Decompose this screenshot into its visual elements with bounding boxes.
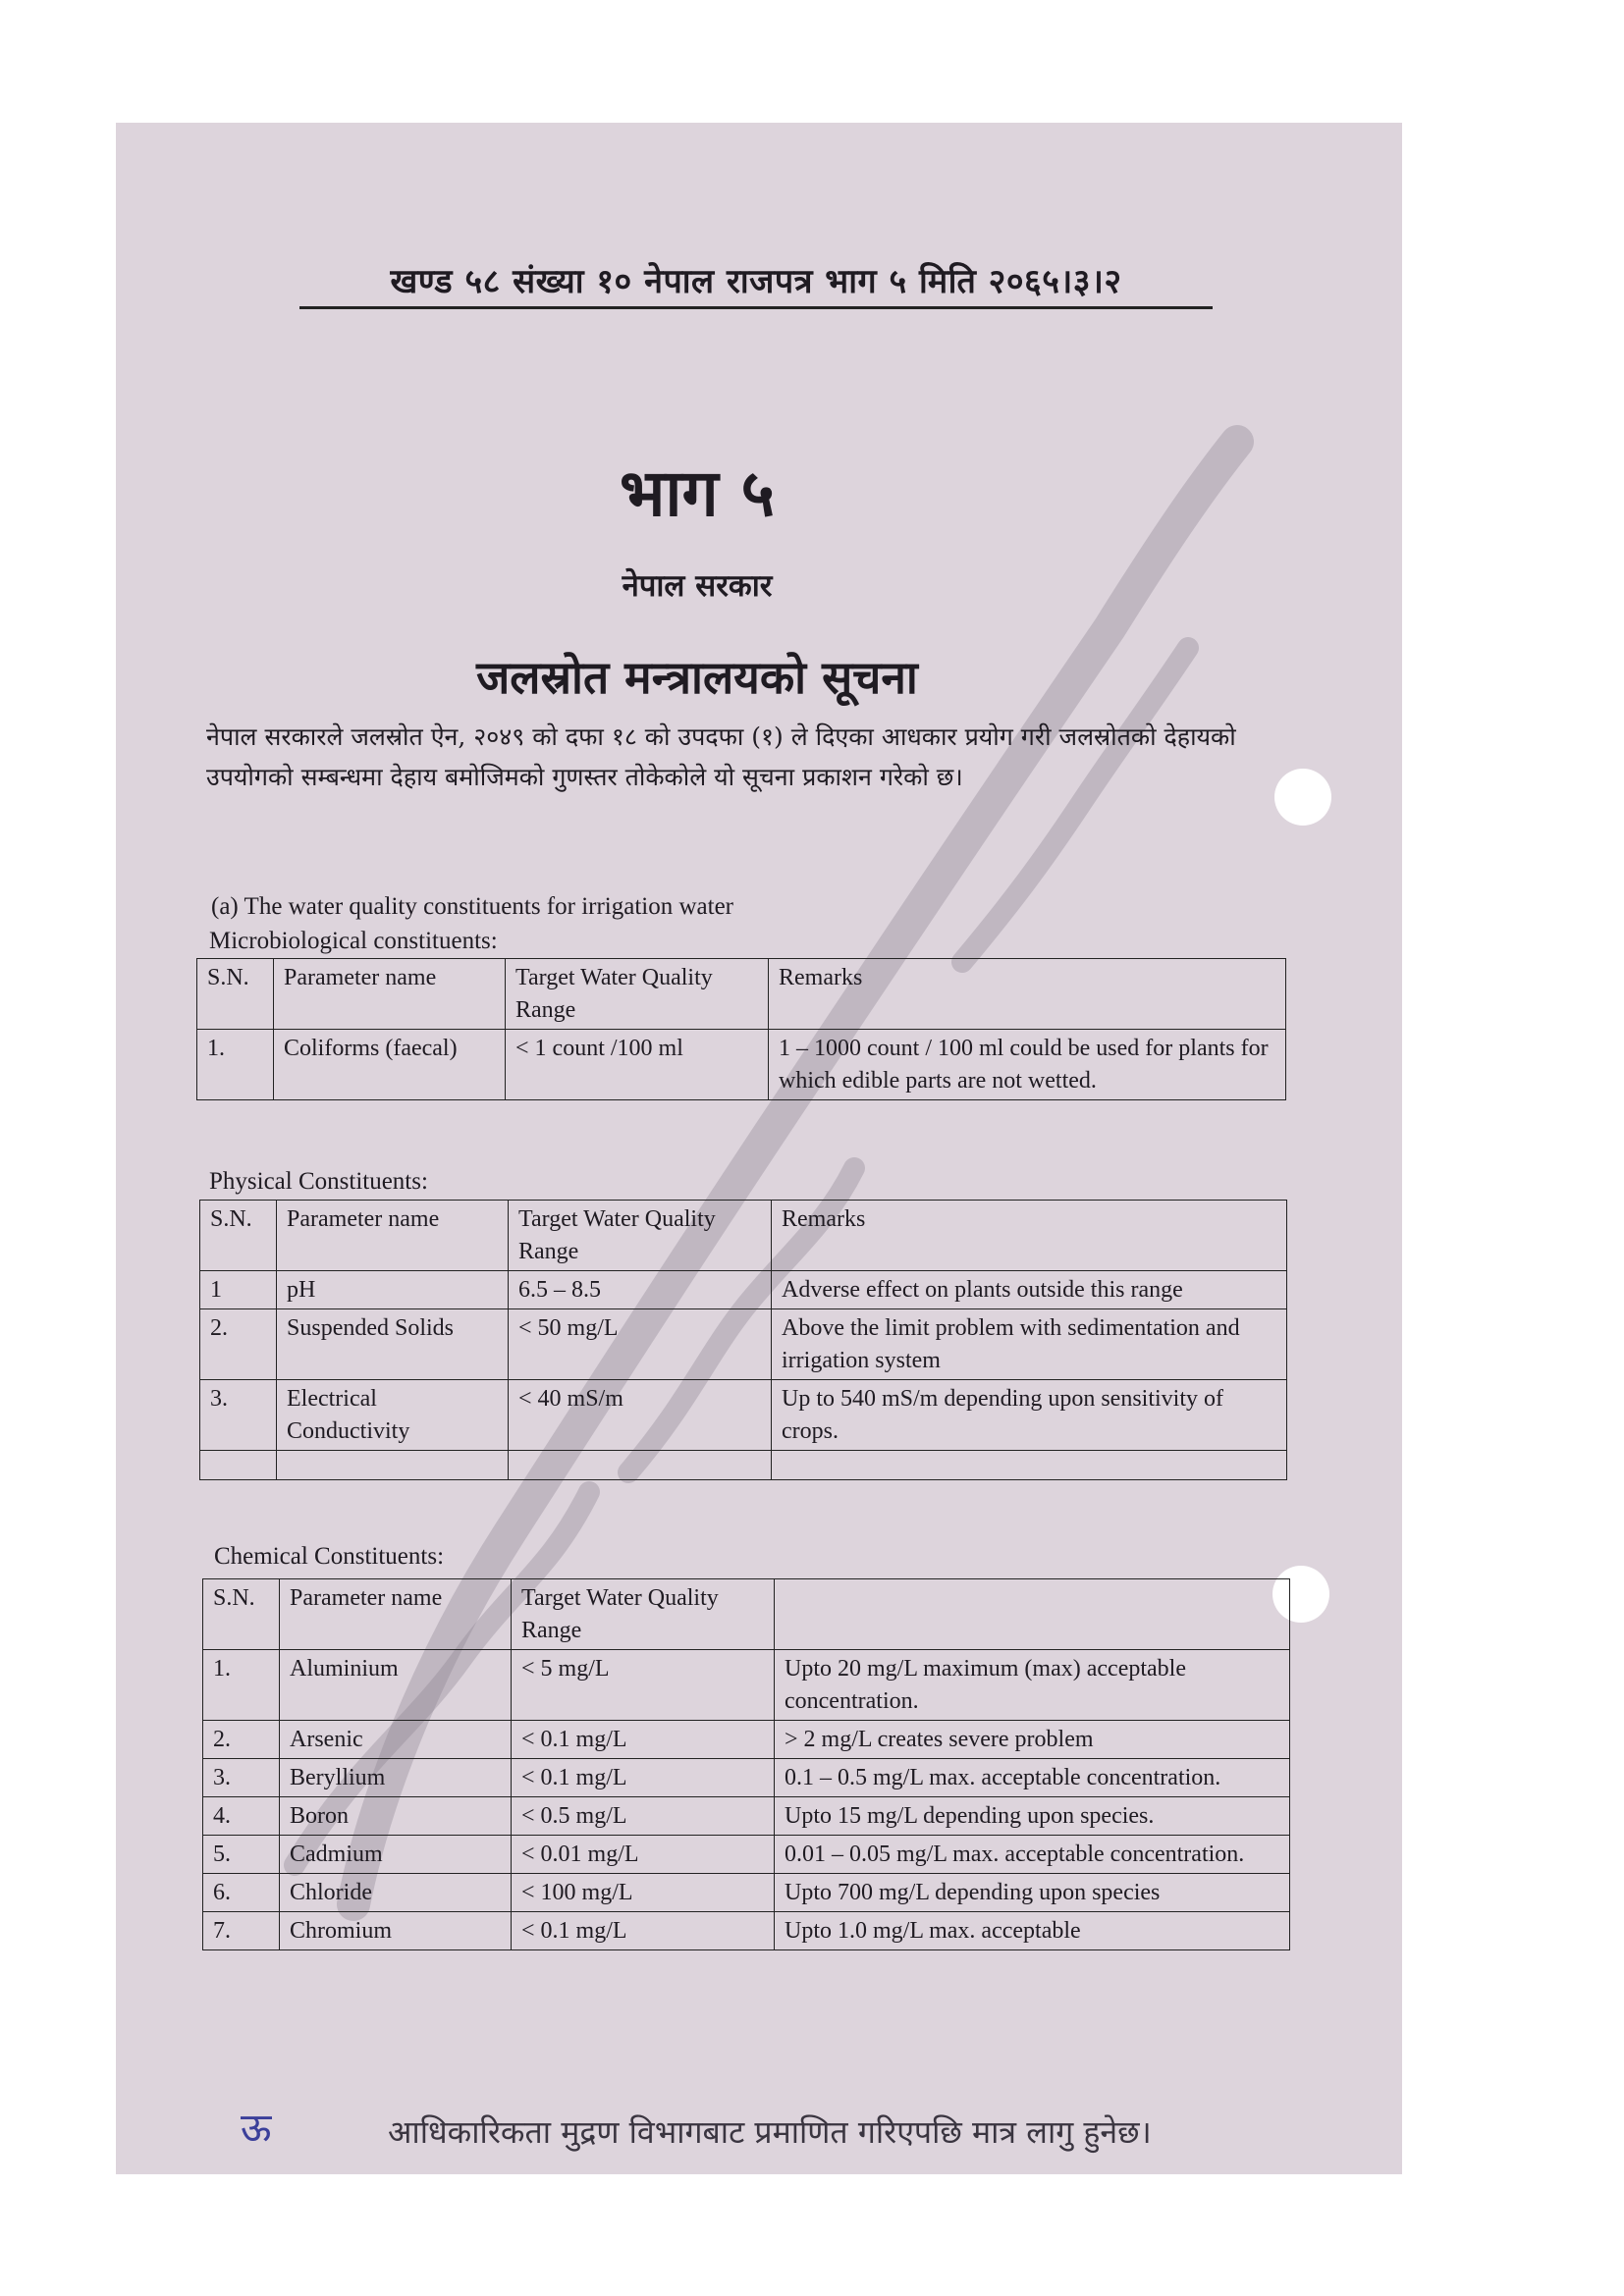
table-cell: > 2 mg/L creates severe problem bbox=[775, 1721, 1290, 1759]
table-cell: 2. bbox=[203, 1721, 280, 1759]
punch-hole bbox=[1274, 769, 1331, 826]
table-cell: Aluminium bbox=[280, 1650, 512, 1721]
table-cell: < 100 mg/L bbox=[512, 1874, 775, 1912]
table-row bbox=[203, 1650, 1290, 1721]
table-cell: 6. bbox=[203, 1874, 280, 1912]
table-cell: Electrical Conductivity bbox=[277, 1380, 509, 1451]
government-name: नेपाल सरकार bbox=[622, 568, 773, 604]
notice-title: जलस्रोत मन्त्रालयको सूचना bbox=[476, 651, 918, 704]
table-cell: Upto 700 mg/L depending upon species bbox=[775, 1874, 1290, 1912]
header-cell bbox=[775, 1579, 1290, 1650]
table-cell: pH bbox=[277, 1271, 509, 1309]
table-cell: Above the limit problem with sedimentation and irrigation system bbox=[772, 1309, 1287, 1380]
table-cell: < 0.5 mg/L bbox=[512, 1797, 775, 1836]
table-cell: 0.01 – 0.05 mg/L max. acceptable concentration. bbox=[775, 1836, 1290, 1874]
table-cell: Cadmium bbox=[280, 1836, 512, 1874]
table-cell: Chloride bbox=[280, 1874, 512, 1912]
header-cell: S.N. bbox=[197, 959, 274, 1030]
table-header-row bbox=[203, 1579, 1290, 1650]
table-cell: Upto 15 mg/L depending upon species. bbox=[775, 1797, 1290, 1836]
header-cell: Parameter name bbox=[280, 1579, 512, 1650]
microbiological-table bbox=[196, 958, 1286, 1100]
table-row bbox=[203, 1797, 1290, 1836]
chemical-caption: Chemical Constituents: bbox=[214, 1543, 445, 1570]
table-cell: 3. bbox=[200, 1380, 277, 1451]
table-header-row bbox=[197, 959, 1286, 1030]
table-cell: 2. bbox=[200, 1309, 277, 1380]
table-cell: 1 – 1000 count / 100 ml could be used for plants for which edible parts are not wetted. bbox=[769, 1030, 1286, 1100]
header-cell: Parameter name bbox=[274, 959, 506, 1030]
table-cell: < 0.1 mg/L bbox=[512, 1912, 775, 1950]
table-cell: 3. bbox=[203, 1759, 280, 1797]
table-cell: Adverse effect on plants outside this range bbox=[772, 1271, 1287, 1309]
table-row bbox=[200, 1380, 1287, 1451]
table-cell: 6.5 – 8.5 bbox=[509, 1271, 772, 1309]
table-cell: Coliforms (faecal) bbox=[274, 1030, 506, 1100]
table-cell: 7. bbox=[203, 1912, 280, 1950]
table-row-empty bbox=[200, 1451, 1287, 1480]
microbiological-caption: Microbiological constituents: bbox=[209, 928, 498, 954]
table-row bbox=[203, 1912, 1290, 1950]
physical-caption: Physical Constituents: bbox=[209, 1168, 428, 1195]
header-cell: Remarks bbox=[772, 1201, 1287, 1271]
intro-paragraph: नेपाल सरकारले जलस्रोत ऐन, २०४९ को दफा १८ को उपदफा (१) ले दिएका आधकार प्रयोग गरी जलस्रोतको देहायको उपयोगको सम्बन्धमा देहाय बमोजिमको गुणस्तर तोकेकोले यो सूचना प्रकाशन गरेको छ। bbox=[206, 722, 1236, 791]
table-cell: 0.1 – 0.5 mg/L max. acceptable concentration. bbox=[775, 1759, 1290, 1797]
table-cell bbox=[277, 1451, 509, 1480]
table-cell: 1. bbox=[197, 1030, 274, 1100]
table-cell bbox=[509, 1451, 772, 1480]
table-cell: Up to 540 mS/m depending upon sensitivity of crops. bbox=[772, 1380, 1287, 1451]
table-cell: < 1 count /100 ml bbox=[506, 1030, 769, 1100]
header-cell: S.N. bbox=[200, 1201, 277, 1271]
table-row bbox=[197, 1030, 1286, 1100]
gazette-header: खण्ड ५८ संख्या १० नेपाल राजपत्र भाग ५ मिति २०६५।३।२ bbox=[299, 257, 1213, 309]
table-cell: < 0.1 mg/L bbox=[512, 1759, 775, 1797]
header-cell: Remarks bbox=[769, 959, 1286, 1030]
table-cell bbox=[772, 1451, 1287, 1480]
table-row bbox=[200, 1271, 1287, 1309]
header-cell: Target Water Quality Range bbox=[509, 1201, 772, 1271]
table-row bbox=[203, 1874, 1290, 1912]
part-title: भाग ५ bbox=[620, 454, 775, 531]
table-row bbox=[203, 1721, 1290, 1759]
table-row bbox=[200, 1309, 1287, 1380]
chemical-table bbox=[202, 1578, 1290, 1950]
header-cell: Target Water Quality Range bbox=[506, 959, 769, 1030]
physical-table bbox=[199, 1200, 1287, 1480]
table-header-row bbox=[200, 1201, 1287, 1271]
table-cell: 5. bbox=[203, 1836, 280, 1874]
table-row bbox=[203, 1759, 1290, 1797]
header-cell: Target Water Quality Range bbox=[512, 1579, 775, 1650]
header-cell: S.N. bbox=[203, 1579, 280, 1650]
table-cell: < 5 mg/L bbox=[512, 1650, 775, 1721]
table-cell: < 50 mg/L bbox=[509, 1309, 772, 1380]
handwritten-initial: ऊ bbox=[241, 2106, 272, 2151]
authentication-footer: आधिकारिकता मुद्रण विभागबाट प्रमाणित गरिएपछि मात्र लागु हुनेछ। bbox=[388, 2113, 1152, 2151]
table-cell: 1 bbox=[200, 1271, 277, 1309]
table-cell: Upto 1.0 mg/L max. acceptable bbox=[775, 1912, 1290, 1950]
section-a-title: (a) The water quality constituents for irrigation water bbox=[211, 893, 733, 920]
table-cell: < 0.01 mg/L bbox=[512, 1836, 775, 1874]
table-cell: Boron bbox=[280, 1797, 512, 1836]
table-cell bbox=[200, 1451, 277, 1480]
table-row bbox=[203, 1836, 1290, 1874]
table-cell: < 40 mS/m bbox=[509, 1380, 772, 1451]
table-cell: < 0.1 mg/L bbox=[512, 1721, 775, 1759]
table-cell: Suspended Solids bbox=[277, 1309, 509, 1380]
table-cell: Upto 20 mg/L maximum (max) acceptable concentration. bbox=[775, 1650, 1290, 1721]
table-cell: 4. bbox=[203, 1797, 280, 1836]
table-cell: 1. bbox=[203, 1650, 280, 1721]
table-cell: Arsenic bbox=[280, 1721, 512, 1759]
table-cell: Chromium bbox=[280, 1912, 512, 1950]
header-cell: Parameter name bbox=[277, 1201, 509, 1271]
table-cell: Beryllium bbox=[280, 1759, 512, 1797]
